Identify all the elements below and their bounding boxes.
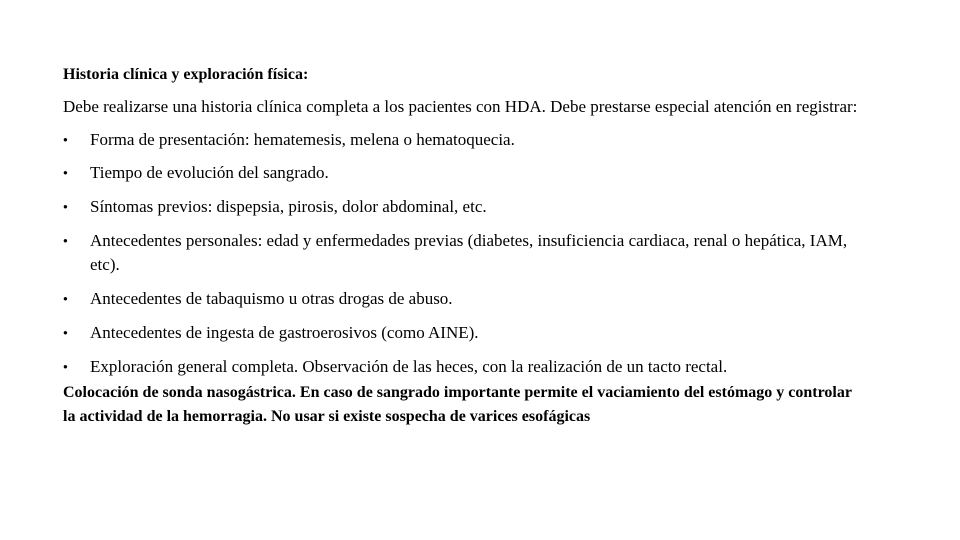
section-heading: Historia clínica y exploración física: (63, 66, 309, 83)
list-item (63, 287, 863, 311)
slide-content (63, 64, 863, 429)
closing-paragraph: Colocación de sonda nasogástrica. En caso de sangrado importante permite el vaciamiento del estómago y controlar la actividad de la hemorragia. No usar si existe sospecha de varices esofágicas (63, 384, 852, 425)
list-item-text: Antecedentes personales: edad y enfermedades previas (diabetes, insuficiencia cardiaca, renal o hepática, IAM, etc). (90, 231, 848, 274)
list-item (63, 321, 863, 345)
list-item-text: Antecedentes de tabaquismo u otras drogas de abuso. (90, 289, 453, 308)
list-item-text: Exploración general completa. Observación de las heces, con la realización de un tacto rectal. (90, 357, 728, 376)
list-item-text: Antecedentes de ingesta de gastroerosivos (como AINE). (90, 323, 479, 342)
bullet-dot-icon: ● (63, 294, 68, 303)
bullet-dot-icon: ● (63, 168, 68, 177)
bullet-list (63, 128, 863, 379)
list-item-text: Síntomas previos: dispepsia, pirosis, dolor abdominal, etc. (90, 197, 487, 216)
list-item (63, 229, 863, 277)
bullet-dot-icon: ● (63, 236, 68, 245)
bullet-dot-icon: ● (63, 202, 68, 211)
list-item (63, 128, 863, 152)
list-item (63, 161, 863, 185)
bullet-dot-icon: ● (63, 135, 68, 144)
list-item (63, 355, 863, 379)
bullet-dot-icon: ● (63, 362, 68, 371)
list-item-text: Tiempo de evolución del sangrado. (90, 163, 329, 182)
bullet-dot-icon: ● (63, 328, 68, 337)
intro-paragraph: Debe realizarse una historia clínica completa a los pacientes con HDA. Debe prestarse especial atención en registrar: (63, 97, 858, 116)
list-item-text: Forma de presentación: hematemesis, melena o hematoquecia. (90, 130, 515, 149)
list-item (63, 195, 863, 219)
